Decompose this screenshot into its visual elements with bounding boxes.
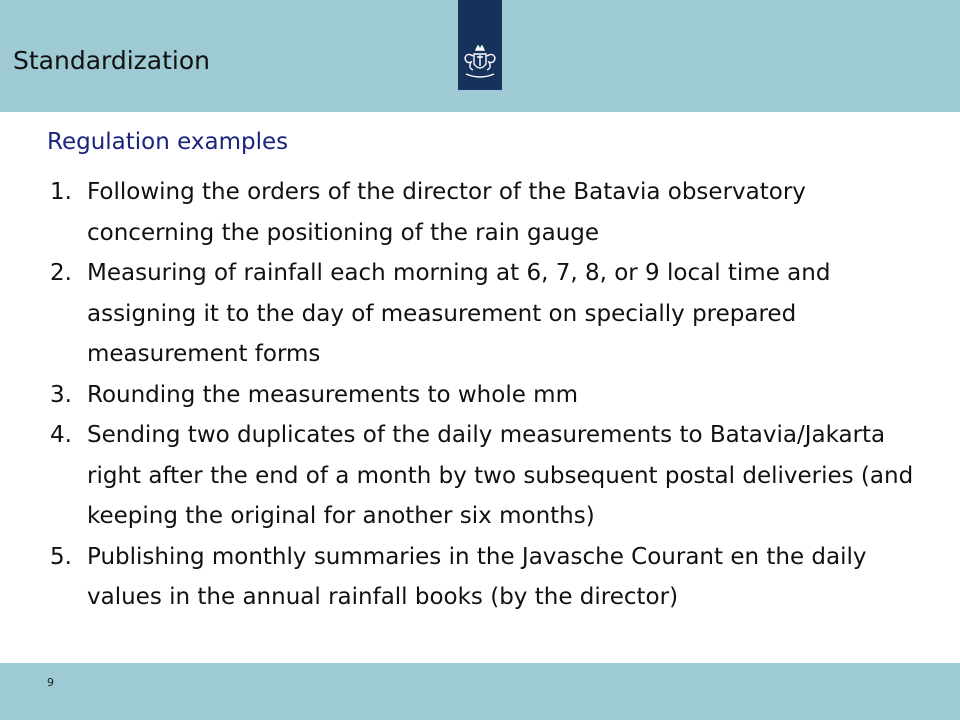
list-item — [50, 253, 920, 375]
item-text: Rounding the measurements to whole mm — [87, 381, 578, 408]
item-number: 5. — [50, 543, 72, 570]
item-number: 2. — [50, 260, 72, 286]
item-text: Publishing monthly summaries in the Javasche Courant en the daily values in the annual rainfall books (by the director) — [87, 543, 867, 610]
item-number: 4. — [50, 422, 72, 448]
item-text: Measuring of rainfall each morning at 6, 7, 8, or 9 local time and assigning it to the day of measurement on specially prepared measurement forms — [87, 260, 831, 367]
slide-title: Standardization — [13, 46, 211, 75]
list-item — [50, 172, 920, 253]
regulation-list — [50, 172, 920, 618]
page-number: 9 — [47, 676, 54, 689]
item-number: 3. — [50, 381, 72, 408]
coat-of-arms-icon — [460, 44, 500, 80]
item-text: Sending two duplicates of the daily measurements to Batavia/Jakarta right after the end of a month by two subsequent postal deliveries (and keeping the original for another six months) — [87, 422, 914, 529]
slide-subtitle: Regulation examples — [47, 129, 289, 155]
item-text: Following the orders of the director of the Batavia observatory concerning the positioning of the rain gauge — [87, 179, 806, 246]
list-item — [50, 415, 920, 537]
item-number: 1. — [50, 179, 72, 205]
list-item — [50, 375, 920, 416]
footer-band — [0, 663, 960, 720]
logo-ribbon — [458, 0, 502, 90]
list-item — [50, 537, 920, 618]
